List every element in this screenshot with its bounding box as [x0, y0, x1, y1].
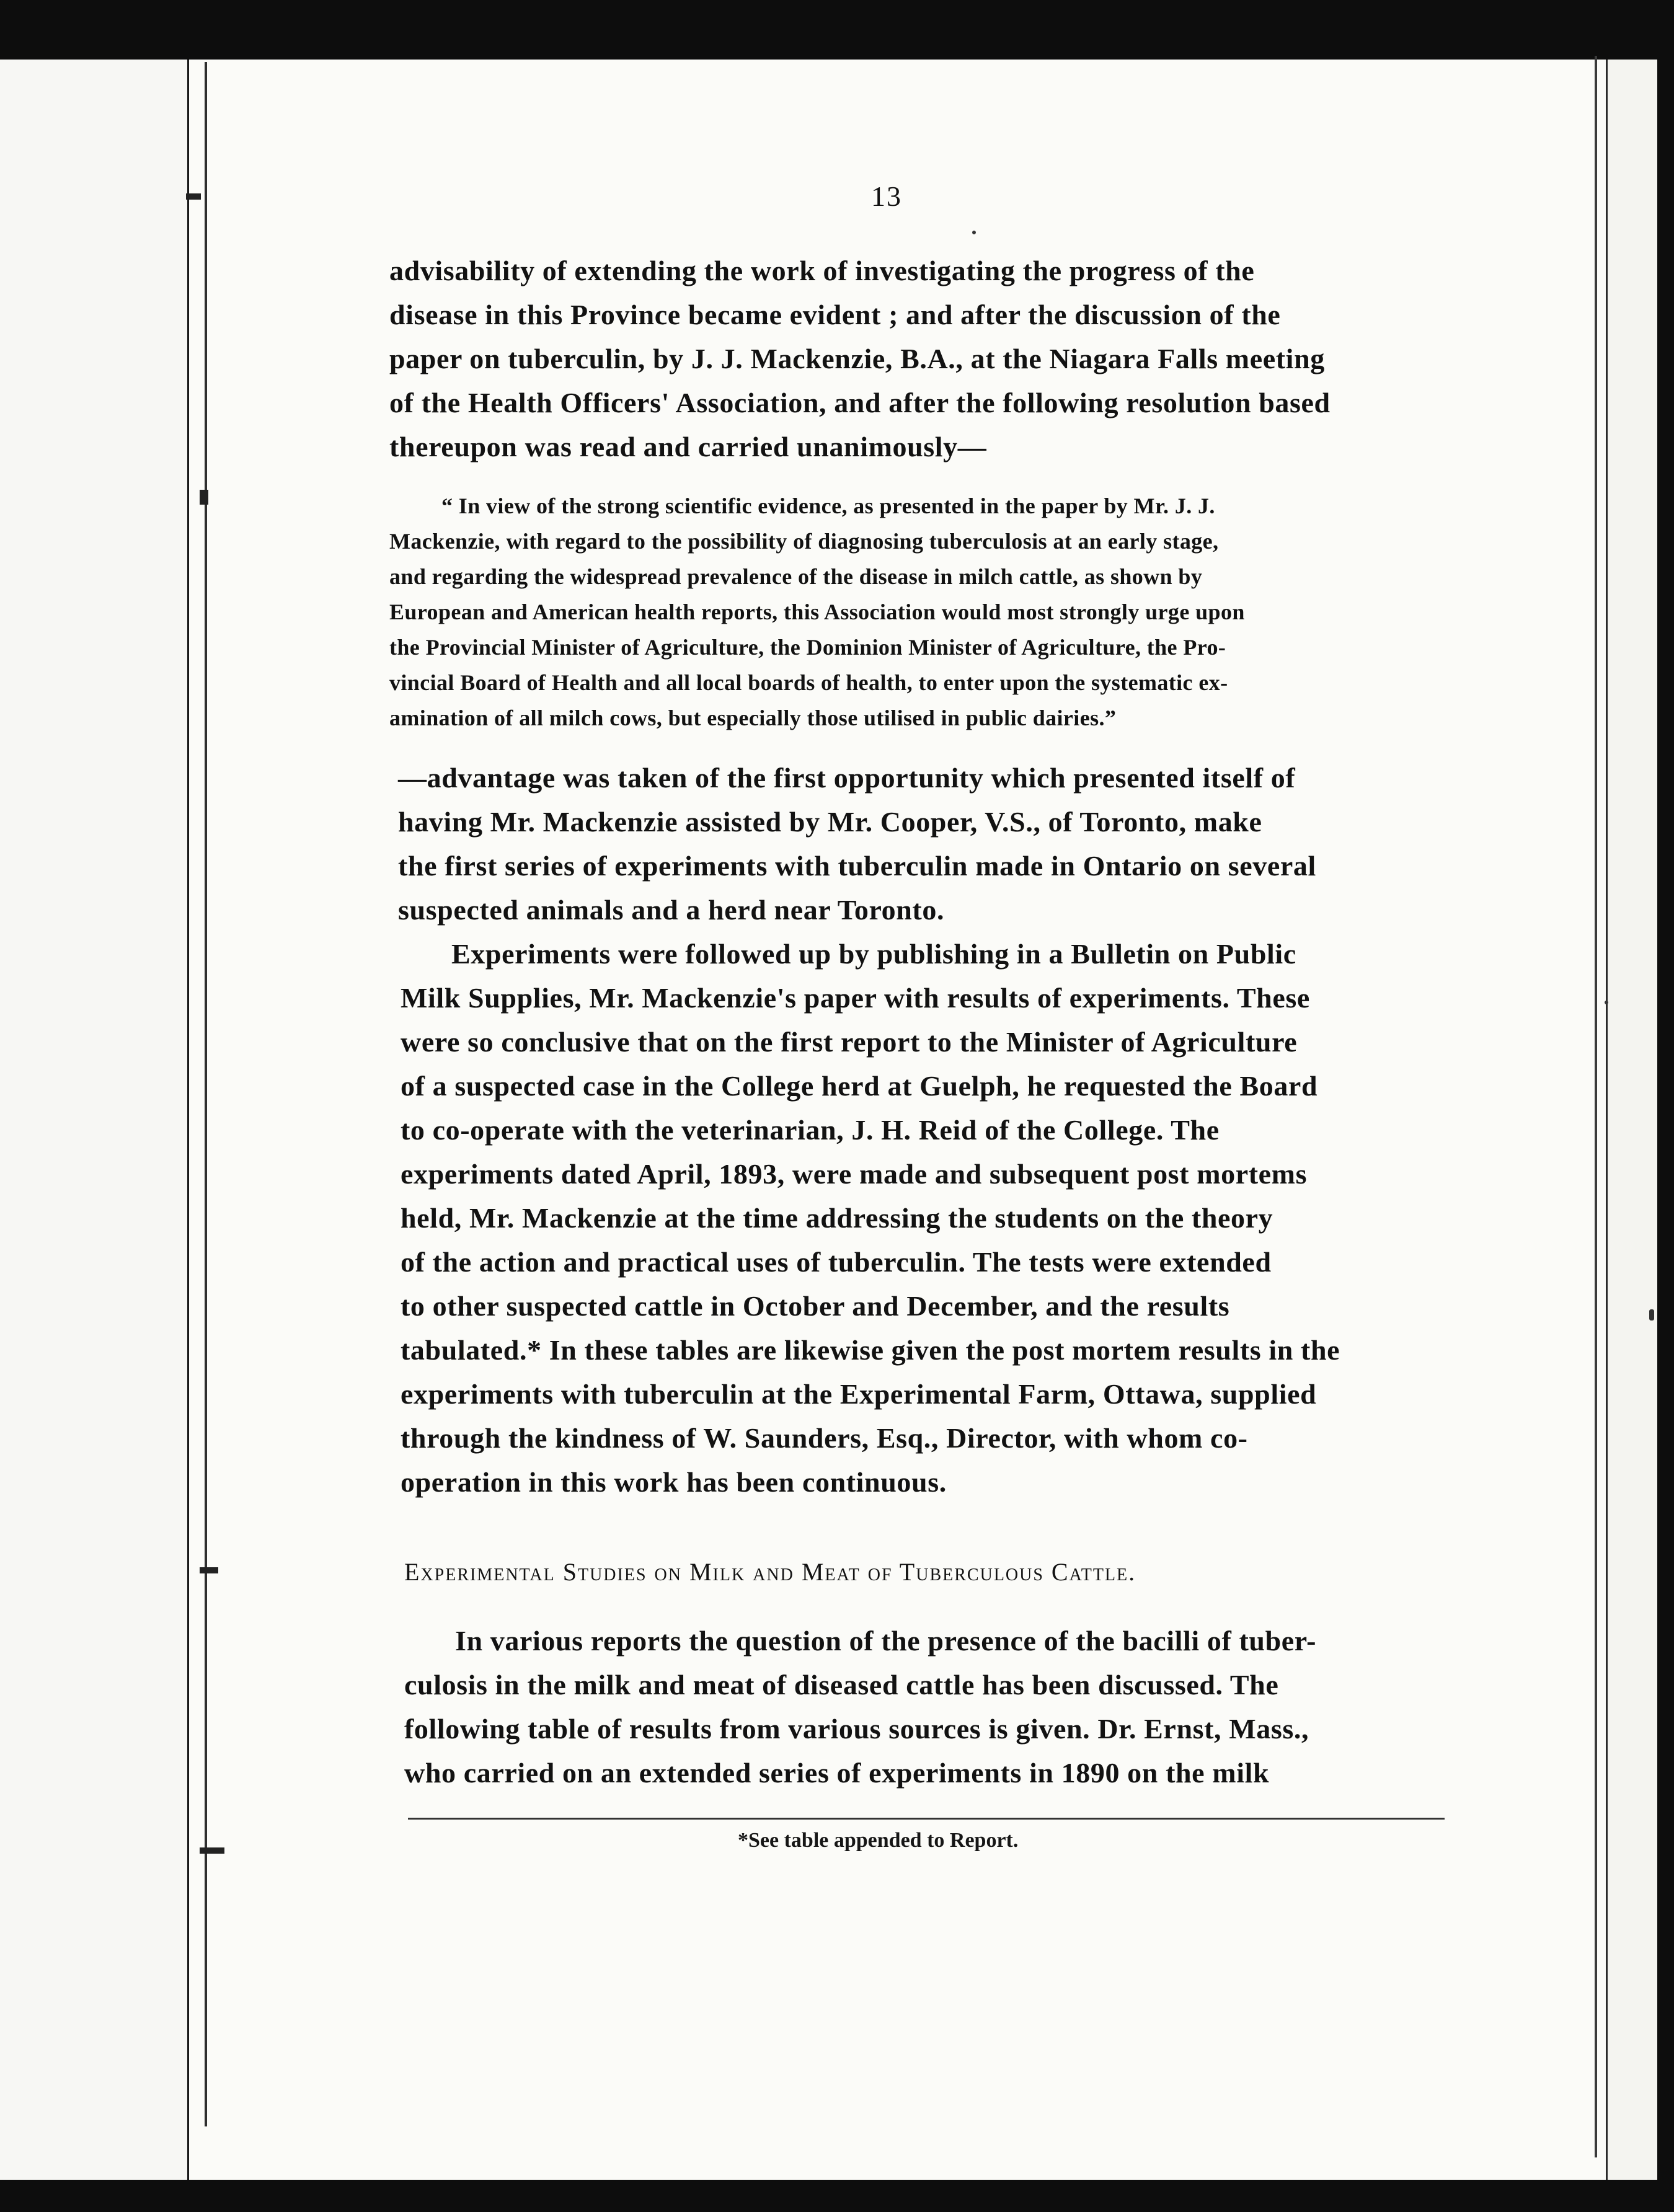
paragraph-line: In various reports the question of the presence of the bacilli of tuber-	[455, 1625, 1317, 1657]
paragraph-line: advisability of extending the work of investigating the progress of the	[389, 255, 1255, 286]
paragraph-line: Experiments were followed up by publishing in a Bulletin on Public	[451, 938, 1296, 970]
quote-line: amination of all milch cows, but especially those utilised in public dairies.”	[389, 706, 1117, 730]
paragraph-line: of the Health Officers' Association, and after the following resolution based	[389, 387, 1331, 418]
footnote-rule	[408, 1818, 1445, 1820]
paragraph-line: paper on tuberculin, by J. J. Mackenzie, B.A., at the Niagara Falls meeting	[389, 343, 1325, 374]
paragraph-line: suspected animals and a herd near Toronto.	[398, 894, 945, 926]
section-heading: Experimental Studies on Milk and Meat of Tuberculous Cattle.	[404, 1558, 1136, 1586]
footnote: *See table appended to Report.	[738, 1829, 1019, 1852]
paragraph-line: of a suspected case in the College herd at Guelph, he requested the Board	[401, 1070, 1318, 1102]
print-speck	[1605, 1001, 1608, 1004]
paragraph-line: who carried on an extended series of experiments in 1890 on the milk	[404, 1757, 1270, 1789]
paragraph-line: through the kindness of W. Saunders, Esq., Director, with whom co-	[401, 1422, 1248, 1454]
paragraph-line: —advantage was taken of the first opportunity which presented itself of	[398, 762, 1296, 794]
paragraph-line: held, Mr. Mackenzie at the time addressing the students on the theory	[401, 1202, 1273, 1234]
page-fold-line	[1595, 56, 1597, 2157]
print-speck	[1649, 1309, 1654, 1321]
paragraph-line: culosis in the milk and meat of diseased cattle has been discussed. The	[404, 1669, 1279, 1701]
paragraph-line: thereupon was read and carried unanimously—	[389, 431, 987, 462]
binding-line	[205, 62, 207, 2126]
binding-mark	[186, 193, 201, 200]
facing-page-edge	[0, 60, 189, 2180]
quote-line: European and American health reports, this Association would most strongly urge upon	[389, 599, 1245, 624]
paragraph-line: operation in this work has been continuous.	[401, 1466, 947, 1498]
quote-line: Mackenzie, with regard to the possibility of diagnosing tuberculosis at an early stage,	[389, 529, 1219, 554]
quote-line: the Provincial Minister of Agriculture, the Dominion Minister of Agriculture, the Pro-	[389, 635, 1226, 660]
paragraph-line: of the action and practical uses of tuberculin. The tests were extended	[401, 1246, 1272, 1278]
paragraph-line: to co-operate with the veterinarian, J. H. Reid of the College. The	[401, 1114, 1220, 1146]
paragraph-line: to other suspected cattle in October and December, and the results	[401, 1290, 1230, 1322]
binding-mark	[200, 1847, 224, 1854]
paragraph-line: were so conclusive that on the first report to the Minister of Agriculture	[401, 1026, 1298, 1058]
paragraph-line: tabulated.* In these tables are likewise given the post mortem results in the	[401, 1334, 1340, 1366]
quote-line: “ In view of the strong scientific evidence, as presented in the paper by Mr. J. J.	[441, 493, 1215, 518]
paragraph-line: having Mr. Mackenzie assisted by Mr. Cooper, V.S., of Toronto, make	[398, 806, 1262, 838]
binding-mark	[200, 490, 208, 505]
quote-line: and regarding the widespread prevalence of the disease in milch cattle, as shown by	[389, 564, 1203, 589]
binding-mark	[200, 1567, 218, 1573]
paragraph-line: Milk Supplies, Mr. Mackenzie's paper with results of experiments. These	[401, 982, 1310, 1014]
paragraph-line: disease in this Province became evident ; and after the discussion of the	[389, 299, 1281, 330]
print-speck	[972, 231, 976, 234]
paragraph-line: the first series of experiments with tuberculin made in Ontario on several	[398, 850, 1316, 882]
paragraph-line: experiments dated April, 1893, were made and subsequent post mortems	[401, 1158, 1308, 1190]
paragraph-line: experiments with tuberculin at the Experimental Farm, Ottawa, supplied	[401, 1378, 1317, 1410]
page-edge	[1606, 60, 1657, 2180]
quote-line: vincial Board of Health and all local boards of health, to enter upon the systematic ex-	[389, 670, 1228, 695]
paragraph-line: following table of results from various sources is given. Dr. Ernst, Mass.,	[404, 1713, 1309, 1745]
page-number: 13	[871, 180, 902, 212]
